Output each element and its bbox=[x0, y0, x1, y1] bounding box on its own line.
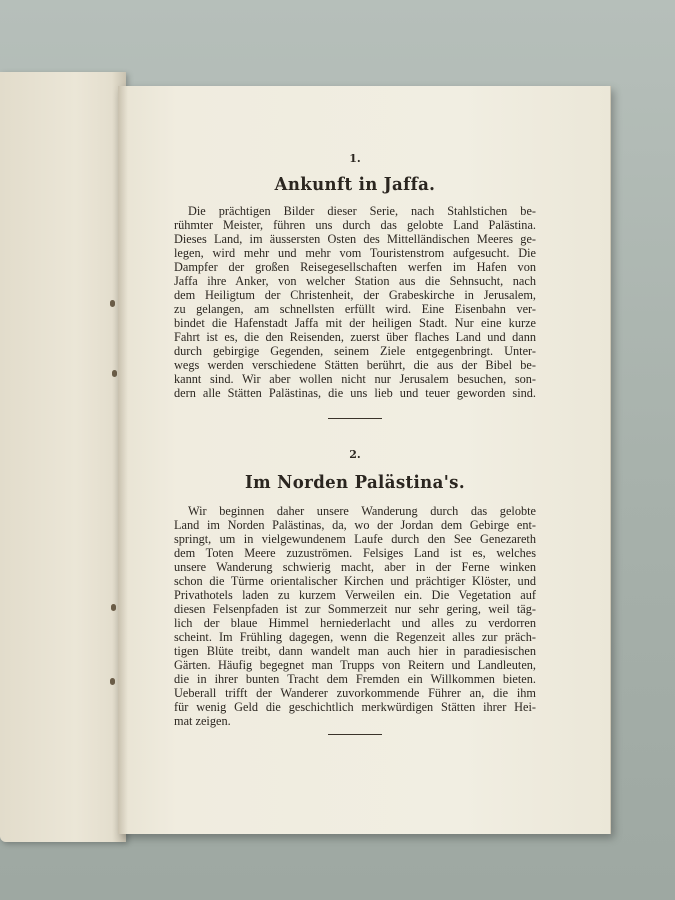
section-paragraph bbox=[174, 504, 536, 728]
section-title: Ankunft in Jaffa. bbox=[274, 174, 436, 195]
staple-hole bbox=[110, 678, 115, 685]
text-line: zu gelangen, am schnellsten erfüllt wird. Eine Eisenbahn ver- bbox=[174, 302, 536, 316]
section-number: 2. bbox=[349, 448, 361, 461]
right-page bbox=[118, 86, 611, 834]
text-line: Dampfer der großen Reisegesellschaften werfen im Hafen von bbox=[174, 260, 536, 274]
text-line: Dieses Land, im äussersten Osten des Mittelländischen Meeres ge- bbox=[174, 232, 536, 246]
page-gutter-shadow bbox=[118, 86, 128, 834]
section-number: 1. bbox=[349, 152, 361, 165]
text-line: durch gebirgige Gegenden, seinem Ziele entgegenbringt. Unter- bbox=[174, 344, 536, 358]
text-line: dem Heiligtum der Christenheit, der Grabeskirche in Jerusalem, bbox=[174, 288, 536, 302]
text-line: lich der blaue Himmel herniederlacht und alles zu verdorren bbox=[174, 616, 536, 630]
text-line: bindet die Hafenstadt Jaffa mit der heiligen Stadt. Nur eine kurze bbox=[174, 316, 536, 330]
text-line: Gärten. Häufig begegnet man Trupps von Reitern und Landleuten, bbox=[174, 658, 536, 672]
staple-hole bbox=[110, 300, 115, 307]
staple-hole bbox=[112, 370, 117, 377]
text-line: legen, wird mehr und mehr vom Touristenstrom aufgesucht. Die bbox=[174, 246, 536, 260]
text-line: Fahrt ist es, die den Reisenden, zuerst über flaches Land und dann bbox=[174, 330, 536, 344]
text-line: schon die Türme orientalischer Kirchen und prächtiger Klöster, und bbox=[174, 574, 536, 588]
text-line: rühmter Meister, führen uns durch das gelobte Land Palästina. bbox=[174, 218, 536, 232]
text-line: springt, um in vielgewundenem Laufe durch den See Genezareth bbox=[174, 532, 536, 546]
text-line: Privathotels laden zu kurzem Verweilen ein. Die Vegetation auf bbox=[174, 588, 536, 602]
text-line: mat zeigen. bbox=[174, 714, 231, 728]
text-line: Die prächtigen Bilder dieser Serie, nach Stahlstichen be- bbox=[188, 204, 536, 218]
text-line: tigen Blüte treibt, dann wandelt man auch hier in paradiesischen bbox=[174, 644, 536, 658]
text-line: dern alle Stätten Palästinas, die uns lieb und teuer geworden sind. bbox=[174, 386, 536, 400]
section-divider bbox=[328, 418, 382, 419]
text-line: Land im Norden Palästinas, da, wo der Jordan dem Gebirge ent- bbox=[174, 518, 536, 532]
text-line: für wenig Geld die geschichtlich merkwürdigen Stätten ihrer Hei- bbox=[174, 700, 536, 714]
text-line: Ueberall trifft der Wanderer zuvorkommende Führer an, die ihm bbox=[174, 686, 536, 700]
section-divider bbox=[328, 734, 382, 735]
text-line: kannt sind. Wir aber wollen nicht nur Jerusalem besuchen, son- bbox=[174, 372, 536, 386]
section-paragraph bbox=[174, 204, 536, 400]
staple-hole bbox=[111, 604, 116, 611]
text-line: dem Toten Meere zuzuströmen. Felsiges Land ist es, welches bbox=[174, 546, 536, 560]
text-line: die in ihrer bunten Tracht dem Fremden ein Willkommen bieten. bbox=[174, 672, 536, 686]
text-line: Jaffa ihre Anker, von welcher Station aus die Sehnsucht, nach bbox=[174, 274, 536, 288]
section-title: Im Norden Palästina's. bbox=[245, 472, 465, 493]
text-line: Wir beginnen daher unsere Wanderung durch das gelobte bbox=[188, 504, 536, 518]
text-line: diesen Felsenpfaden ist zur Sommerzeit nur sehr gering, weil täg- bbox=[174, 602, 536, 616]
text-line: unsere Wanderung schwierig macht, aber in der Ferne winken bbox=[174, 560, 536, 574]
text-line: wegs werden verschiedene Stätten berührt, die aus der Bibel be- bbox=[174, 358, 536, 372]
left-page bbox=[0, 72, 126, 842]
text-line: scheint. Im Frühling dagegen, wenn die Regenzeit alles zur präch- bbox=[174, 630, 536, 644]
